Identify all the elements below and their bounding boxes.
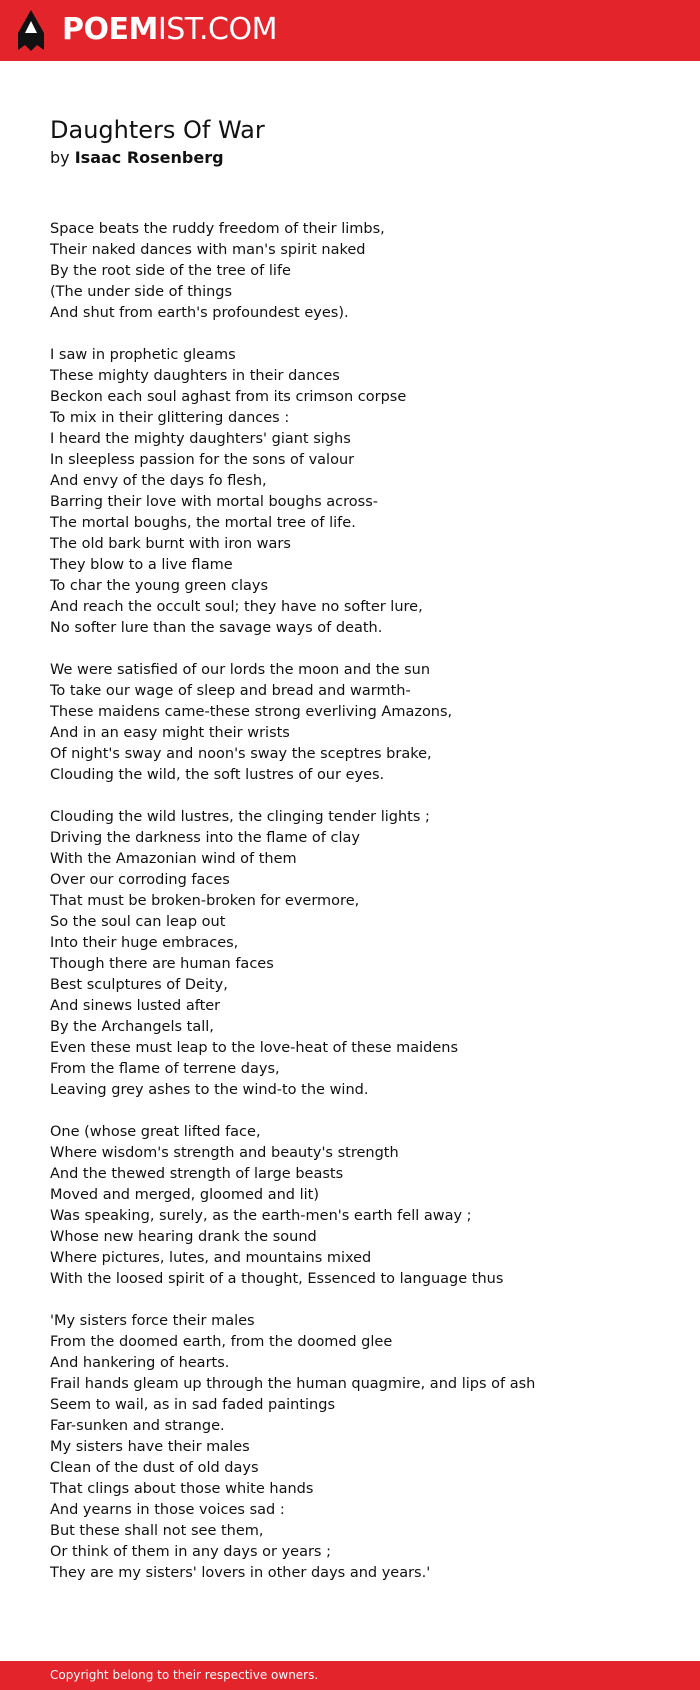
poem-line: No softer lure than the savage ways of death. — [50, 620, 383, 636]
pencil-logo-icon[interactable] — [18, 10, 44, 52]
poem-line: These mighty daughters in their dances — [50, 368, 340, 384]
poem-line: Clouding the wild lustres, the clinging tender lights ; — [50, 809, 430, 825]
poem-line: Moved and merged, gloomed and lit) — [50, 1187, 320, 1203]
poem-line: Best sculptures of Deity, — [50, 977, 228, 993]
poem-line: With the Amazonian wind of them — [50, 851, 297, 867]
poem-line: Leaving grey ashes to the wind-to the wind. — [50, 1082, 369, 1098]
poem-line: Where wisdom's strength and beauty's strength — [50, 1145, 399, 1161]
stanza-gap — [50, 1290, 670, 1311]
poem-line: Frail hands gleam up through the human quagmire, and lips of ash — [50, 1376, 536, 1392]
stanza-gap — [50, 639, 670, 660]
poem-line: Space beats the ruddy freedom of their limbs, — [50, 221, 385, 237]
logo-wordmark-bold: POEM — [62, 12, 158, 47]
poem-line: To mix in their glittering dances : — [50, 410, 290, 426]
poem-line: Even these must leap to the love-heat of these maidens — [50, 1040, 459, 1056]
poem-line: And reach the occult soul; they have no softer lure, — [50, 599, 423, 615]
poem-line: But these shall not see them, — [50, 1523, 264, 1539]
poem-line: In sleepless passion for the sons of valour — [50, 452, 355, 468]
poem-title: Daughters Of War — [50, 116, 265, 144]
poem-line: Driving the darkness into the flame of clay — [50, 830, 360, 846]
poem-line: That clings about those white hands — [50, 1481, 314, 1497]
footer-copyright: Copyright belong to their respective owners. — [50, 1668, 319, 1682]
poem-line: These maidens came-these strong everliving Amazons, — [50, 704, 453, 720]
site-footer — [0, 1661, 700, 1690]
stanza-gap — [50, 786, 670, 807]
poem-line: Over our corroding faces — [50, 872, 230, 888]
poem-line: So the soul can leap out — [50, 914, 226, 930]
poem-line: Of night's sway and noon's sway the sceptres brake, — [50, 746, 432, 762]
poem-line: Beckon each soul aghast from its crimson corpse — [50, 389, 407, 405]
poem-line: And sinews lusted after — [50, 998, 221, 1014]
poem-line: And yearns in those voices sad : — [50, 1502, 285, 1518]
poem-line: With the loosed spirit of a thought, Essenced to language thus — [50, 1271, 504, 1287]
poem-line: And shut from earth's profoundest eyes). — [50, 305, 349, 321]
poem-line: Where pictures, lutes, and mountains mixed — [50, 1250, 372, 1266]
poem-line: I saw in prophetic gleams — [50, 347, 236, 363]
poem-line: Far-sunken and strange. — [50, 1418, 225, 1434]
site-logo-wordmark[interactable] — [62, 10, 277, 50]
poem-line: The old bark burnt with iron wars — [50, 536, 291, 552]
poem-line: One (whose great lifted face, — [50, 1124, 261, 1140]
poem-line: From the flame of terrene days, — [50, 1061, 280, 1077]
poem-line: To take our wage of sleep and bread and warmth- — [50, 683, 411, 699]
by-label: by — [50, 148, 70, 167]
poem-line: Though there are human faces — [50, 956, 274, 972]
poem-line: Barring their love with mortal boughs across- — [50, 494, 379, 510]
poem-line: My sisters have their males — [50, 1439, 250, 1455]
poem-line: Clouding the wild, the soft lustres of our eyes. — [50, 767, 385, 783]
poem-line: Their naked dances with man's spirit naked — [50, 242, 366, 258]
poem-line: Whose new hearing drank the sound — [50, 1229, 317, 1245]
poem-line: Was speaking, surely, as the earth-men's earth fell away ; — [50, 1208, 472, 1224]
poem-line: From the doomed earth, from the doomed glee — [50, 1334, 393, 1350]
poem-line: And hankering of hearts. — [50, 1355, 230, 1371]
poem-line: 'My sisters force their males — [50, 1313, 255, 1329]
stanza-gap — [50, 1101, 670, 1122]
poem-line: They blow to a live flame — [50, 557, 233, 573]
stanza-gap — [50, 324, 670, 345]
poem-line: Or think of them in any days or years ; — [50, 1544, 331, 1560]
poem-author: Isaac Rosenberg — [74, 148, 224, 167]
poem-line: And the thewed strength of large beasts — [50, 1166, 344, 1182]
poem-line: That must be broken-broken for evermore, — [50, 893, 360, 909]
poem-line: They are my sisters' lovers in other days and years.' — [50, 1565, 431, 1581]
poem-line: By the Archangels tall, — [50, 1019, 214, 1035]
poem-line: Into their huge embraces, — [50, 935, 239, 951]
poem-body — [50, 219, 670, 1584]
poem-line: Clean of the dust of old days — [50, 1460, 259, 1476]
poem-line: By the root side of the tree of life — [50, 263, 291, 279]
poem-line: Seem to wail, as in sad faded paintings — [50, 1397, 335, 1413]
poem-line: The mortal boughs, the mortal tree of life. — [50, 515, 356, 531]
poem-line: (The under side of things — [50, 284, 233, 300]
poem-line: And envy of the days fo flesh, — [50, 473, 267, 489]
poem-line: We were satisfied of our lords the moon and the sun — [50, 662, 431, 678]
poem-line: To char the young green clays — [50, 578, 269, 594]
logo-wordmark-light: IST.COM — [157, 12, 277, 47]
poem-byline — [50, 147, 224, 169]
site-header — [0, 0, 700, 61]
poem-line: I heard the mighty daughters' giant sighs — [50, 431, 351, 447]
poem-line: And in an easy might their wrists — [50, 725, 290, 741]
